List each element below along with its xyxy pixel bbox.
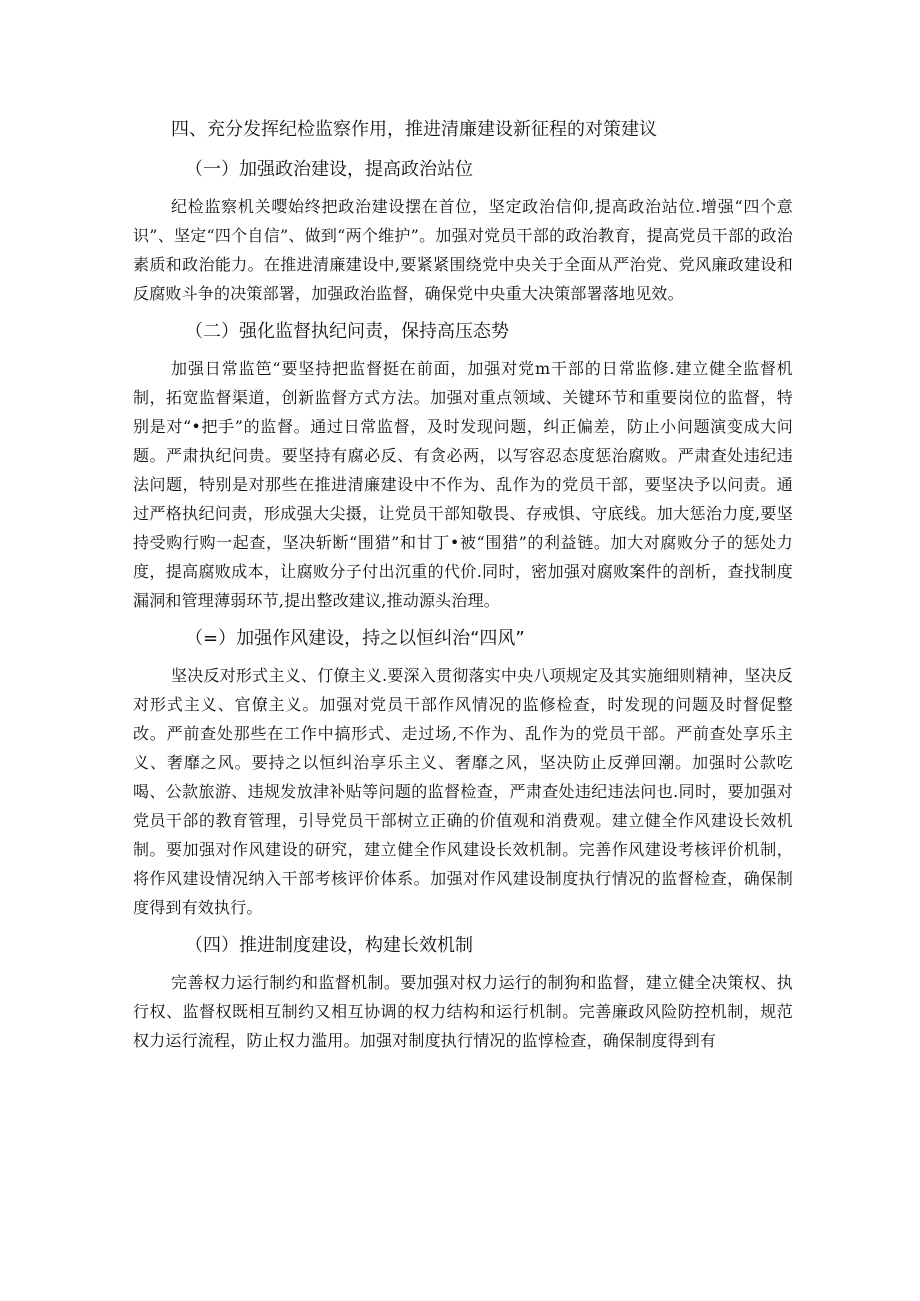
main-heading: 四、充分发挥纪检监察作用，推进清廉建设新征程的对策建议	[171, 119, 657, 140]
section-paragraph-3: 坚决反对形式主义、仃僚主义.要深入贯彻落实中央八项规定及其实施细则精神，坚决反对形式主义、官僚主义。加强对党员干部作风情况的监修检查，时发现的问题及时督促整改。严前查处那些在工作中搞形式、走过场,不作为、乱作为的党员干部。严前查处享乐主义、奢靡之风。要持之以恒纠治享乐主义、奢靡之风，坚决防止反弹回潮。加强时公款吃喝、公款旅游、违规发放津补贴等问题的监督检查，严肃查处违纪违法问也.同时，要加强对党员干郃的教育管理，引导党员干部树立正确的价值观和消费观。建立健全作风建设长效机制。要加强对作风建设的研究，建立健全作风建设长效机制。完善作风建设考核评价机制，将作风建设情况纳入干部考核评价体系。加强对作风建设制度执行情况的监督检查，确保制度得到有效执行。	[133, 666, 793, 917]
section-heading-3: （=）加强作风建设，持之以恒纠治“四风”	[185, 628, 525, 649]
section-paragraph-2: 加强日常监笆“要坚持把监督挺在前面，加强对党m干部的日常监修.建立健全监督机制，拓宽监督渠道，创新监督方式方法。加强对重点领域、关键环节和重要岗位的监督，特别是对“•把手”的监督。通过日常监督，及时发现问题，纠正偏差，防止小问题演变成大问题。严肃执纪问贵。要坚持有腐必反、有贪必两，以写容忍态度惩治腐败。严肃查处违纪违法问题，特别是对那些在推进清廉建设中不作为、乱作为的党员干部，要坚决予以问责。通过严格执纪问责，形成强大尖摄，让党员干部知敬畏、存戒惧、守底线。加大惩治力度,要坚持受购行购一起查，坚决斩断“围猎”和甘丁•被“围猎”的利益链。加大对腐败分子的惩处力度，提高腐败成本，让腐败分子付出沉重的代价.同时，密加强对腐败案件的剖析，查找制度漏洞和管理薄弱环节,提出整改建议,推动源头治理。	[133, 359, 793, 610]
section-paragraph-4: 完善权力运行制约和监督机制。要加强对权力运行的制狗和监督，建立健全决策权、执行权、监督权既相互制约又相互协调的权力结构和运行机制。完善廉政风险防控机制，规范权力运行流程，防止权力滥用。加强对制度执行情况的监惇检查，确保制度得到有	[133, 973, 793, 1050]
section-heading-4: （四）推进制度建设，构建长效机制	[185, 935, 473, 956]
document-body	[133, 114, 793, 1055]
section-paragraph-1: 纪检监察机关嘤始终把政治建设摆在首位，坚定政治信仰,提高政治站位.增强“四个意识”、坚定“四个自信”、做到“两个维护”。加强对党员干部的政治教育，提高党员干部的政治素质和政治能力。在推进清廉建设中,要紧紧围绕党中央关于全面从严治党、党风廉政建设和反腐败斗争的决策部署，加强政治监督，确保党中央重大决策部署落地见效。	[133, 197, 793, 303]
section-heading-2: （二）强化监督执纪问责，保持高压态势	[185, 321, 509, 342]
section-heading-1: （一）加强政治建设，提高政治站位	[185, 159, 473, 180]
